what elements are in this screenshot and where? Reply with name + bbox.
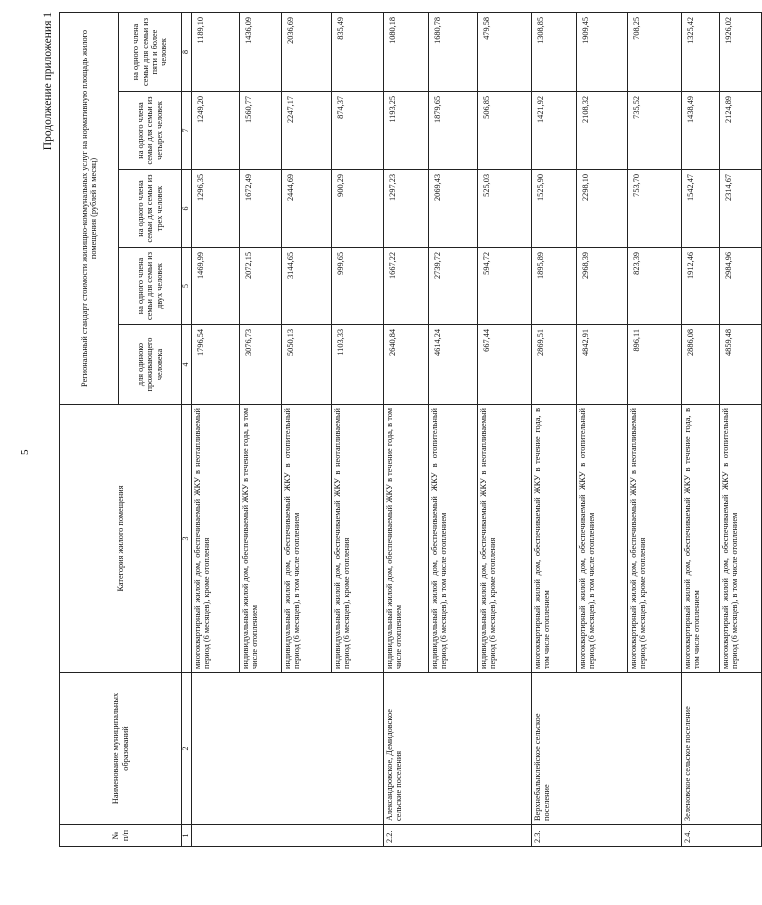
category-cell: многоквартирный жилой дом, обеспечиваемый ЖКУ в течение года, в том числе отоплением (531, 405, 576, 673)
row-number: 2.3. (531, 825, 681, 847)
header-number: № п/п (60, 825, 182, 847)
row-number: 2.2. (383, 825, 531, 847)
municipality-name: Александровское, Демидовское сельские поселения (383, 673, 531, 825)
header-sub-1: для одиноко проживающего человека (119, 325, 182, 405)
value-cell: 1297,23 (383, 170, 428, 248)
value-cell: 2869,51 (531, 325, 576, 405)
value-cell: 1879,65 (428, 92, 477, 170)
value-cell: 1469,99 (191, 248, 239, 325)
category-cell: индивидуальный жилой дом, обеспечиваемый ЖКУ в отопительный период (6 месяцев), в том числе отоплением (281, 405, 331, 673)
index-cell: 2 (182, 673, 192, 825)
value-cell: 525,03 (477, 170, 531, 248)
value-cell: 2298,10 (576, 170, 627, 248)
index-cell: 3 (182, 405, 192, 673)
municipality-name: Верхнебалыклейское сельское поселение (531, 673, 681, 825)
category-cell: индивидуальный жилой дом, обеспечиваемый ЖКУ в неотапливаемый период (6 месяцев), кроме отопления (477, 405, 531, 673)
row-number (191, 825, 383, 847)
value-cell: 2069,43 (428, 170, 477, 248)
value-cell: 1421,92 (531, 92, 576, 170)
value-cell: 1895,89 (531, 248, 576, 325)
value-cell: 1796,54 (191, 325, 239, 405)
category-cell: индивидуальный жилой дом, обеспечиваемый ЖКУ в неотапливаемый период (6 месяцев), кроме отопления (331, 405, 383, 673)
value-cell: 1542,47 (681, 170, 719, 248)
value-cell: 2739,72 (428, 248, 477, 325)
value-cell: 3144,65 (281, 248, 331, 325)
header-municipality: Наименование муниципальных образований (60, 673, 182, 825)
value-cell: 999,65 (331, 248, 383, 325)
value-cell: 1560,77 (239, 92, 281, 170)
municipality-name: Зеленовское сельское поселение (681, 673, 761, 825)
table-row (191, 12, 239, 846)
index-cell: 1 (182, 825, 192, 847)
value-cell: 900,29 (331, 170, 383, 248)
standards-table (59, 12, 762, 847)
value-cell: 1667,22 (383, 248, 428, 325)
value-cell: 479,58 (477, 12, 531, 91)
value-cell: 2072,15 (239, 248, 281, 325)
index-cell: 8 (182, 12, 192, 91)
value-cell: 1438,49 (681, 92, 719, 170)
value-cell: 753,70 (627, 170, 681, 248)
value-cell: 667,44 (477, 325, 531, 405)
category-cell: индивидуальный жилой дом, обеспечиваемый ЖКУ в отопительный период (6 месяцев), в том числе отоплением (428, 405, 477, 673)
category-cell: многоквартирный жилой дом, обеспечиваемый ЖКУ в отопительный период (6 месяцев), в том числе отоплением (576, 405, 627, 673)
category-cell: индивидуальный жилой дом, обеспечиваемый ЖКУ в течение года, в том числе отоплением (239, 405, 281, 673)
value-cell: 1436,09 (239, 12, 281, 91)
category-cell: многоквартирный жилой дом, обеспечиваемый ЖКУ в неотапливаемый период (6 месяцев), кроме отопления (627, 405, 681, 673)
index-cell: 4 (182, 325, 192, 405)
header-standard: Региональный стандарт стоимости жилищно-коммунальных услуг на нормативную площадь жилого помещения (рублей в месяц) (60, 12, 119, 404)
table-row (681, 12, 719, 846)
value-cell: 2886,08 (681, 325, 719, 405)
category-cell: индивидуальный жилой дом, обеспечиваемый ЖКУ в течение года, в том числе отоплением (383, 405, 428, 673)
value-cell: 1103,33 (331, 325, 383, 405)
value-cell: 506,85 (477, 92, 531, 170)
table-row (383, 12, 428, 846)
index-cell: 7 (182, 92, 192, 170)
category-cell: многоквартирный жилой дом, обеспечиваемый ЖКУ в течение года, в том числе отоплением (681, 405, 719, 673)
continuation-title: Продолжение приложения 1 (42, 12, 54, 151)
value-cell: 1193,25 (383, 92, 428, 170)
column-index-row (182, 12, 192, 846)
value-cell: 1909,45 (576, 12, 627, 91)
value-cell: 1080,18 (383, 12, 428, 91)
header-sub-2: на одного члена семьи для семьи из двух человек (119, 248, 182, 325)
value-cell: 2968,39 (576, 248, 627, 325)
value-cell: 735,52 (627, 92, 681, 170)
value-cell: 2444,69 (281, 170, 331, 248)
value-cell: 4842,91 (576, 325, 627, 405)
value-cell: 4859,48 (719, 325, 761, 405)
value-cell: 4614,24 (428, 325, 477, 405)
value-cell: 2640,84 (383, 325, 428, 405)
table-row (531, 12, 576, 846)
value-cell: 1296,35 (191, 170, 239, 248)
value-cell: 835,49 (331, 12, 383, 91)
value-cell: 2036,69 (281, 12, 331, 91)
value-cell: 1189,10 (191, 12, 239, 91)
value-cell: 2108,32 (576, 92, 627, 170)
value-cell: 1308,85 (531, 12, 576, 91)
municipality-name (191, 673, 383, 825)
value-cell: 708,25 (627, 12, 681, 91)
index-cell: 5 (182, 248, 192, 325)
value-cell: 1912,46 (681, 248, 719, 325)
value-cell: 2124,89 (719, 92, 761, 170)
header-sub-4: на одного члена семьи для семьи из четырех человек (119, 92, 182, 170)
row-number: 2.4. (681, 825, 761, 847)
value-cell: 2247,17 (281, 92, 331, 170)
value-cell: 1249,20 (191, 92, 239, 170)
value-cell: 594,72 (477, 248, 531, 325)
value-cell: 1680,78 (428, 12, 477, 91)
header-category: Категория жилого помещения (60, 405, 182, 673)
value-cell: 3076,73 (239, 325, 281, 405)
value-cell: 823,39 (627, 248, 681, 325)
value-cell: 1525,90 (531, 170, 576, 248)
category-cell: многоквартирный жилой дом, обеспечиваемый ЖКУ в отопительный период (6 месяцев), в том числе отоплением (719, 405, 761, 673)
header-sub-5: на одного члена семьи для семьи из пяти и более человек (119, 12, 182, 91)
value-cell: 2984,96 (719, 248, 761, 325)
header-sub-3: на одного члена семьи для семьи из трех человек (119, 170, 182, 248)
value-cell: 5050,13 (281, 325, 331, 405)
index-cell: 6 (182, 170, 192, 248)
value-cell: 2314,67 (719, 170, 761, 248)
value-cell: 896,11 (627, 325, 681, 405)
page-number: 5 (19, 449, 31, 455)
value-cell: 874,37 (331, 92, 383, 170)
value-cell: 1672,49 (239, 170, 281, 248)
value-cell: 1325,42 (681, 12, 719, 91)
header-row-1 (60, 12, 119, 846)
value-cell: 1926,02 (719, 12, 761, 91)
category-cell: многоквартирный жилой дом, обеспечиваемый ЖКУ в неотапливаемый период (6 месяцев), кроме отопления (191, 405, 239, 673)
